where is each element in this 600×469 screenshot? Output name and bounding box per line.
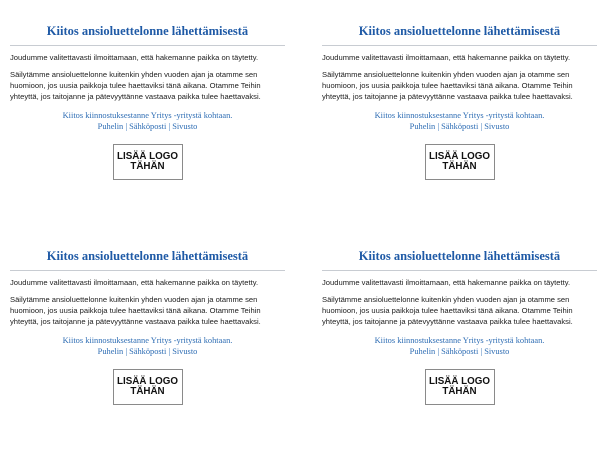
card-paragraph-1: Joudumme valitettavasti ilmoittamaan, että hakemanne paikka on täytetty. xyxy=(322,278,571,287)
logo-text-line-1: LISÄÄ LOGO xyxy=(429,375,490,387)
card-title: Kiitos ansioluettelonne lähettämisestä xyxy=(46,249,249,263)
card-paragraph-1: Joudumme valitettavasti ilmoittamaan, että hakemanne paikka on täytetty. xyxy=(322,53,571,62)
rejection-card xyxy=(10,22,285,244)
logo-placeholder xyxy=(113,369,183,405)
logo-placeholder xyxy=(113,144,183,180)
logo-text-line-1: LISÄÄ LOGO xyxy=(117,375,178,387)
card-paragraph-2: Säilytämme ansioluettelonne kuitenkin yhden vuoden ajan ja otamme sen huomioon, jos uusia paikkoja tulee haettaviksi tänä aikana. Otamme Teihin yhteyttä, jos taitojanne ja pätevyyttänne vastaava paikka tulee haettavaksi. xyxy=(322,295,573,326)
card-paragraph-1: Joudumme valitettavasti ilmoittamaan, että hakemanne paikka on täytetty. xyxy=(10,53,259,62)
thanks-block xyxy=(322,336,597,357)
card-paragraph-1: Joudumme valitettavasti ilmoittamaan, että hakemanne paikka on täytetty. xyxy=(10,278,259,287)
title-divider xyxy=(322,270,597,271)
logo-text-line-2: TÄHÄN xyxy=(442,161,477,172)
card-paragraph-2: Säilytämme ansioluettelonne kuitenkin yhden vuoden ajan ja otamme sen huomioon, jos uusia paikkoja tulee haettaviksi tänä aikana. Otamme Teihin yhteyttä, jos taitojanne ja pätevyyttänne vastaava paikka tulee haettavaksi. xyxy=(10,295,261,326)
card-title: Kiitos ansioluettelonne lähettämisestä xyxy=(358,249,561,263)
contact-line: Puhelin | Sähköposti | Sivusto xyxy=(97,121,198,131)
card-title: Kiitos ansioluettelonne lähettämisestä xyxy=(358,24,561,38)
logo-text-line-2: TÄHÄN xyxy=(130,386,165,397)
thanks-line: Kiitos kiinnostuksestanne Yritys -yritystä kohtaan. xyxy=(374,336,545,345)
logo-text-line-1: LISÄÄ LOGO xyxy=(429,150,490,162)
contact-line: Puhelin | Sähköposti | Sivusto xyxy=(409,121,510,131)
contact-line: Puhelin | Sähköposti | Sivusto xyxy=(409,346,510,356)
rejection-card xyxy=(10,247,285,469)
thanks-line: Kiitos kiinnostuksestanne Yritys -yritystä kohtaan. xyxy=(62,111,233,120)
thanks-block xyxy=(322,111,597,132)
title-divider xyxy=(10,45,285,46)
card-paragraph-2: Säilytämme ansioluettelonne kuitenkin yhden vuoden ajan ja otamme sen huomioon, jos uusia paikkoja tulee haettaviksi tänä aikana. Otamme Teihin yhteyttä, jos taitojanne ja pätevyyttänne vastaava paikka tulee haettavaksi. xyxy=(322,70,573,101)
logo-text-line-2: TÄHÄN xyxy=(130,161,165,172)
rejection-card xyxy=(322,247,597,469)
contact-line: Puhelin | Sähköposti | Sivusto xyxy=(97,346,198,356)
title-divider xyxy=(10,270,285,271)
thanks-block xyxy=(10,336,285,357)
title-divider xyxy=(322,45,597,46)
thanks-block xyxy=(10,111,285,132)
thanks-line: Kiitos kiinnostuksestanne Yritys -yritystä kohtaan. xyxy=(62,336,233,345)
logo-text-line-2: TÄHÄN xyxy=(442,386,477,397)
rejection-card xyxy=(322,22,597,244)
logo-placeholder xyxy=(425,144,495,180)
card-paragraph-2: Säilytämme ansioluettelonne kuitenkin yhden vuoden ajan ja otamme sen huomioon, jos uusia paikkoja tulee haettaviksi tänä aikana. Otamme Teihin yhteyttä, jos taitojanne ja pätevyyttänne vastaava paikka tulee haettavaksi. xyxy=(10,70,261,101)
logo-text-line-1: LISÄÄ LOGO xyxy=(117,150,178,162)
logo-placeholder xyxy=(425,369,495,405)
card-title: Kiitos ansioluettelonne lähettämisestä xyxy=(46,24,249,38)
thanks-line: Kiitos kiinnostuksestanne Yritys -yritystä kohtaan. xyxy=(374,111,545,120)
